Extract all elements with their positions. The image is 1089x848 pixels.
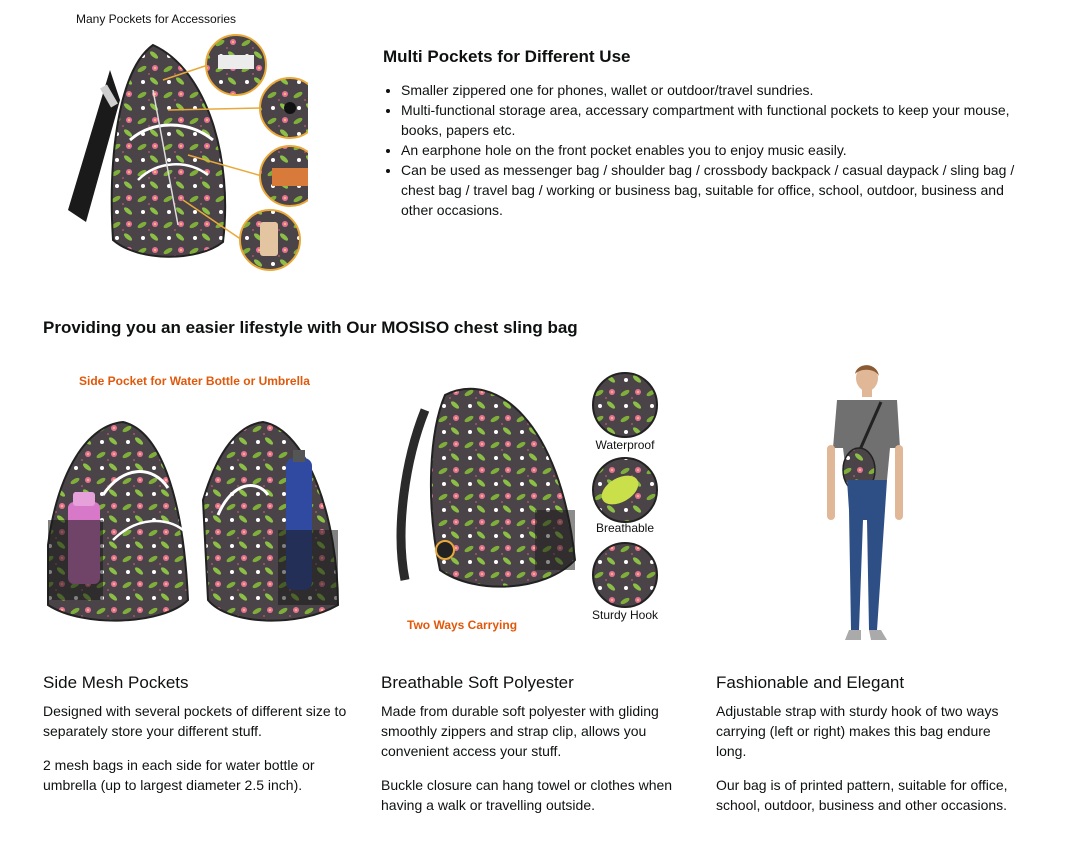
pockets-heading: Multi Pockets for Different Use — [383, 47, 631, 66]
column-paragraph: 2 mesh bags in each side for water bottle or umbrella (up to largest diameter 2.5 inch). — [43, 757, 315, 793]
side-mesh-pockets-section — [43, 672, 348, 809]
column-paragraph: Designed with several pockets of different size to separately store your different stuff. — [43, 703, 347, 739]
column-paragraph: Buckle closure can hang towel or clothes when having a walk or travelling outside. — [381, 777, 673, 813]
side-pockets-illustration — [43, 370, 343, 635]
lifestyle-heading: Providing you an easier lifestyle with Our MOSISO chest sling bag — [43, 318, 578, 337]
pockets-description — [383, 47, 1023, 220]
two-ways-carrying-label: Two Ways Carrying — [407, 618, 518, 632]
sling-bag-illustration — [58, 10, 308, 275]
column-title: Breathable Soft Polyester — [381, 673, 574, 692]
breathable-label: Breathable — [595, 521, 655, 535]
breathable-image — [385, 360, 675, 635]
pockets-product-image — [58, 10, 308, 275]
sturdy-hook-swatch — [593, 543, 657, 607]
column-paragraph: Adjustable strap with sturdy hook of two ways carrying (left or right) makes this bag endure long. — [716, 703, 999, 759]
waterproof-swatch — [593, 373, 657, 437]
column-title: Fashionable and Elegant — [716, 673, 905, 692]
waterproof-label: Waterproof — [595, 438, 655, 452]
fashionable-elegant-section — [716, 672, 1021, 829]
breathable-polyester-section — [381, 672, 686, 829]
bullet-item: • Smaller zippered one for phones, wallet or outdoor/travel sundries. — [401, 80, 1023, 100]
column-paragraph: Our bag is of printed pattern, suitable for office, school, outdoor, business and other occasions. — [716, 777, 1008, 813]
bullet-item: • Multi-functional storage area, accessary compartment with functional pockets to keep your mouse, books, papers etc. — [401, 100, 1023, 140]
model-wearing-bag-image — [815, 360, 915, 650]
column-title: Side Mesh Pockets — [43, 673, 189, 692]
bullet-item: • Can be used as messenger bag / shoulder bag / crossbody backpack / casual daypack / sling bag / chest bag / travel bag / working or business bag, suitable for office, school, outdoor, business and other occasions. — [401, 160, 1023, 220]
pockets-bullet-list — [383, 80, 1023, 220]
side-pocket-caption: Side Pocket for Water Bottle or Umbrella — [79, 374, 310, 388]
bullet-item: • An earphone hole on the front pocket enables you to enjoy music easily. — [401, 140, 1023, 160]
sturdy-hook-label: Sturdy Hook — [591, 608, 659, 622]
pockets-image-caption: Many Pockets for Accessories — [76, 12, 237, 26]
model-illustration — [815, 360, 915, 650]
side-pocket-image — [43, 370, 343, 635]
breathable-bag-illustration — [385, 360, 675, 635]
column-paragraph: Made from durable soft polyester with gliding smoothly zippers and strap clip, allows you convenient access your stuff. — [381, 703, 659, 759]
